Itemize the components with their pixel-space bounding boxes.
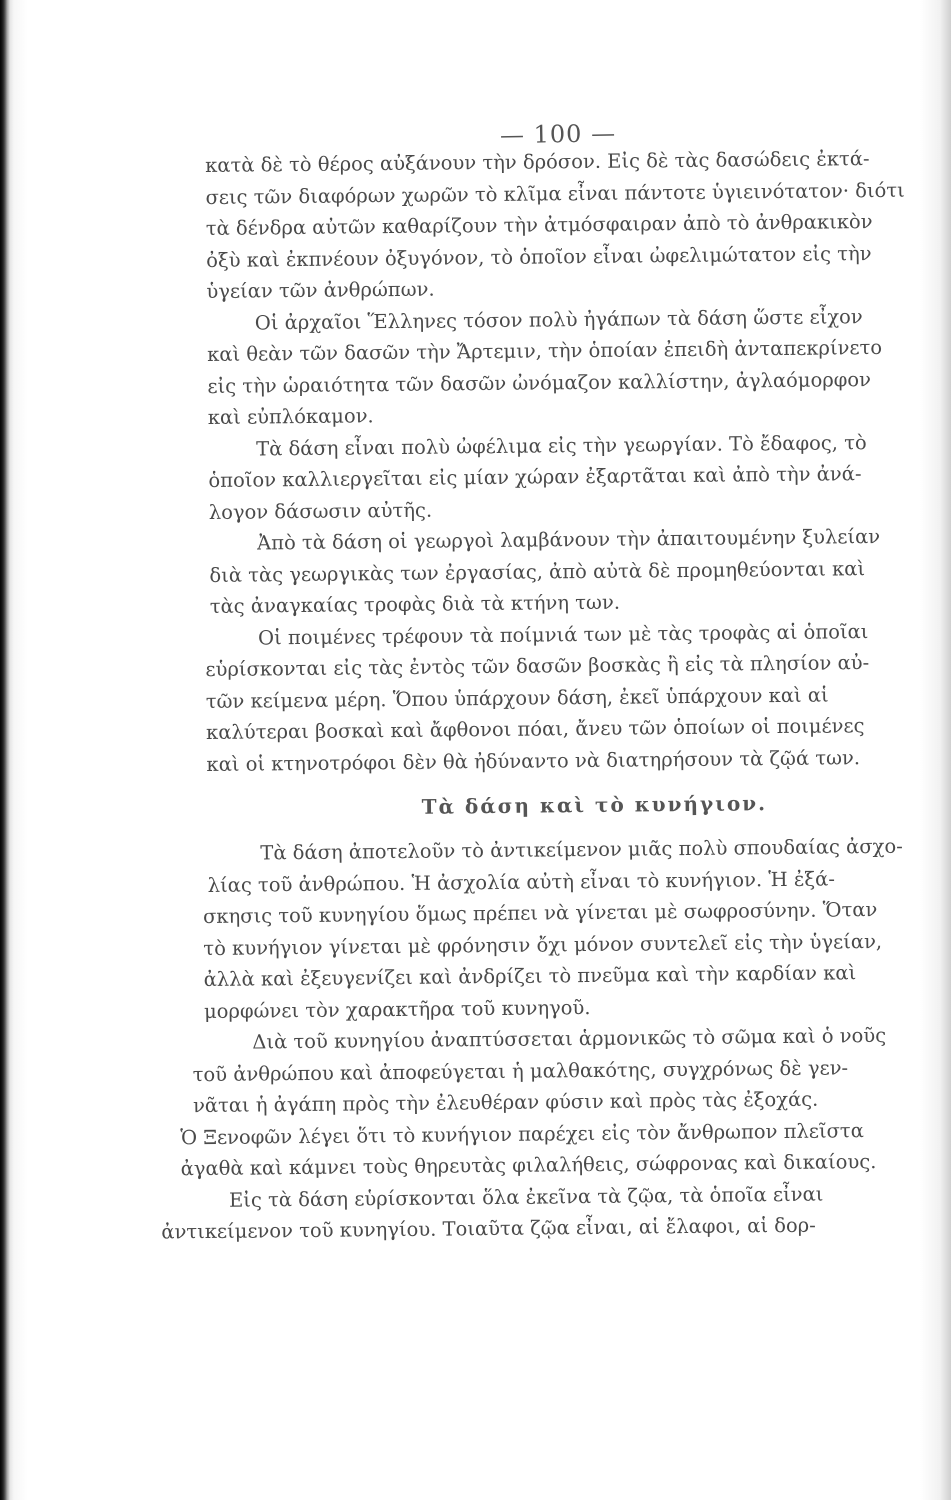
- text-line: σεις τῶν διαφόρων χωρῶν τὸ κλῖμα εἶναι πάντοτε ὑγιεινότατον· διότι: [205, 178, 905, 209]
- text-line: λίας τοῦ ἀνθρώπου. Ἡ ἀσχολία αὐτὴ εἶναι τὸ κυνήγιον. Ἡ ἐξά-: [207, 866, 835, 897]
- binding-shadow: [0, 0, 10, 1500]
- text-line: τοῦ ἀνθρώπου καὶ ἀποφεύγεται ἡ μαλθακότης, συγχρόνως δὲ γεν-: [192, 1055, 849, 1086]
- text-line: σκησις τοῦ κυνηγίου ὅμως πρέπει νὰ γίνεται μὲ σωφροσύνην. Ὅταν: [202, 898, 878, 929]
- text-line: ἀγαθὰ καὶ κάμνει τοὺς θηρευτὰς φιλαλήθεις, σώφρονας καὶ δικαίους.: [180, 1150, 877, 1181]
- text-line: κατὰ δὲ τὸ θέρος αὐξάνουν τὴν δρόσον. Εἰς δὲ τὰς δασώδεις ἐκτά-: [205, 147, 870, 177]
- text-line: διὰ τὰς γεωργικὰς των ἐργασίας, ἀπὸ αὐτὰ δὲ προμηθεύονται καὶ: [209, 556, 866, 587]
- text-line: Οἱ ποιμένες τρέφουν τὰ ποίμνιά των μὲ τὰς τροφὰς αἱ ὁποῖαι: [257, 619, 869, 649]
- text-line: Τὰ δάση εἶναι πολὺ ὠφέλιμα εἰς τὴν γεωργίαν. Τὸ ἔδαφος, τὸ: [256, 430, 867, 460]
- text-line: εἰς τὴν ὡραιότητα τῶν δασῶν ὠνόμαζον καλλίστην, ἀγλαόμορφον: [207, 367, 872, 398]
- text-line: Οἱ ἀρχαῖοι Ἕλληνες τόσον πολὺ ἠγάπων τὰ δάση ὥστε εἶχον: [254, 304, 863, 334]
- text-line: Ἀπὸ τὰ δάση οἱ γεωργοὶ λαμβάνουν τὴν ἀπαιτουμένην ξυλείαν: [256, 524, 881, 555]
- text-line: Διὰ τοῦ κυνηγίου ἀναπτύσσεται ἁρμονικῶς τὸ σῶμα καὶ ὁ νοῦς: [252, 1023, 887, 1054]
- text-line: τὰ δένδρα αὐτῶν καθαρίζουν τὴν ἀτμόσφαιραν ἀπὸ τὸ ἀνθρακικὸν: [205, 210, 873, 240]
- text-line: καὶ θεὰν τῶν δασῶν τὴν Ἄρτεμιν, τὴν ὁποίαν ἐπειδὴ ἀνταπεκρίνετο: [207, 335, 883, 366]
- text-line: τὰς ἀναγκαίας τροφὰς διὰ τὰ κτήνη των.: [209, 590, 621, 618]
- text-line: λογον δάσωσιν αὐτῆς.: [208, 498, 433, 524]
- section-heading: Τὰ δάση καὶ τὸ κυνήγιον.: [421, 791, 768, 819]
- text-line: εὑρίσκονται εἰς τὰς ἐντὸς τῶν δασῶν βοσκὰς ἢ εἰς τὰ πλησίον αὐ-: [205, 651, 870, 682]
- text-line: τὸ κυνήγιον γίνεται μὲ φρόνησιν ὄχι μόνον συντελεῖ εἰς τὴν ὑγείαν,: [203, 929, 883, 960]
- text-line: ὑγείαν τῶν ἀνθρώπων.: [206, 277, 435, 303]
- text-line: ὀξὺ καὶ ἐκπνέουν ὀξυγόνον, τὸ ὁποῖον εἶναι ὠφελιμώτατον εἰς τὴν: [206, 241, 872, 272]
- text-line: ἀντικείμενον τοῦ κυνηγίου. Τοιαῦτα ζῷα εἶναι, αἱ ἔλαφοι, αἱ δορ-: [161, 1213, 816, 1244]
- text-line: καὶ εὐπλόκαμον.: [207, 404, 374, 429]
- body-text: [161, 142, 941, 1247]
- text-line: μορφώνει τὸν χαρακτῆρα τοῦ κυνηγοῦ.: [203, 995, 591, 1023]
- text-line: Τὰ δάση ἀποτελοῦν τὸ ἀντικείμενον μιᾶς πολὺ σπουδαίας ἀσχο-: [260, 834, 903, 865]
- text-line: ἀλλὰ καὶ ἐξευγενίζει καὶ ἀνδρίζει τὸ πνεῦμα καὶ τὴν καρδίαν καὶ: [203, 961, 857, 992]
- text-line: ὁποῖον καλλιεργεῖται εἰς μίαν χώραν ἐξαρτᾶται καὶ ἀπὸ τὴν ἀνά-: [208, 462, 862, 492]
- text-line: καλύτεραι βοσκαὶ καὶ ἄφθονοι πόαι, ἄνευ τῶν ὁποίων οἱ ποιμένες: [205, 714, 865, 745]
- text-line: Εἰς τὰ δάση εὑρίσκονται ὅλα ἐκεῖνα τὰ ζῷα, τὰ ὁποῖα εἶναι: [228, 1182, 824, 1212]
- text-line: νᾶται ἡ ἀγάπη πρὸς τὴν ἐλευθέραν φύσιν καὶ πρὸς τὰς ἐξοχάς.: [192, 1087, 819, 1118]
- page-number: — 100 —: [499, 119, 617, 150]
- text-line: Ὁ Ξενοφῶν λέγει ὅτι τὸ κυνήγιον παρέχει εἰς τὸν ἄνθρωπον πλεῖστα: [180, 1118, 864, 1149]
- text-line: τῶν κείμενα μέρη. Ὅπου ὑπάρχουν δάση, ἐκεῖ ὑπάρχουν καὶ αἱ: [205, 683, 829, 713]
- text-line: καὶ οἱ κτηνοτρόφοι δὲν θὰ ἠδύναντο νὰ διατηρήσουν τὰ ζῷά των.: [206, 745, 861, 776]
